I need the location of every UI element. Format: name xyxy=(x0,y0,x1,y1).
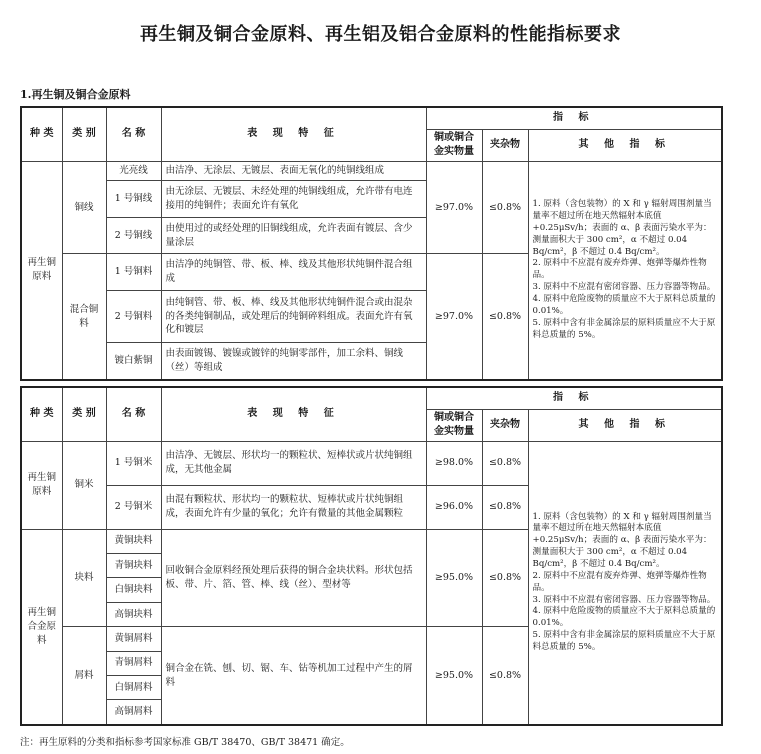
header-kind: 种 类 xyxy=(21,387,62,441)
name-cell: 青铜块料 xyxy=(106,553,161,577)
metal-content-cell: ≥95.0% xyxy=(426,529,482,627)
feature-cell: 由洁净的纯铜管、带、板、棒、线及其他形状纯铜件混合组成 xyxy=(161,254,426,290)
document-title: 再生铜及铜合金原料、再生铝及铝合金原料的性能指标要求 xyxy=(140,24,621,45)
name-cell: 镀白紫铜 xyxy=(106,343,161,380)
copper-table-1 xyxy=(20,106,723,381)
indicator-4: 4. 原料中危险废物的质量应不大于原料总质量的 0.01%。 xyxy=(532,606,716,629)
header-features: 表 现 特 征 xyxy=(161,387,426,441)
category-cell: 铜米 xyxy=(62,441,106,529)
kind-cell: 再生铜原料 xyxy=(21,441,62,529)
category-cell: 混合铜料 xyxy=(62,254,106,380)
other-indicators-cell xyxy=(528,161,722,380)
feature-cell: 由表面镀锡、镀镍或镀锌的纯铜零部件，加工余料、铜线（丝）等组成 xyxy=(161,343,426,380)
name-cell: 2 号铜料 xyxy=(106,290,161,343)
name-cell: 1 号铜线 xyxy=(106,181,161,217)
category-cell: 块料 xyxy=(62,529,106,627)
metal-content-cell: ≥97.0% xyxy=(426,161,482,254)
name-cell: 2 号铜线 xyxy=(106,217,161,253)
impurity-cell: ≤0.8% xyxy=(482,161,528,254)
header-other: 其 他 指 标 xyxy=(528,129,722,161)
header-features: 表 现 特 征 xyxy=(161,107,426,161)
section-heading: 1.再生铜及铜合金原料 xyxy=(20,88,131,101)
metal-content-cell: ≥98.0% xyxy=(426,441,482,485)
header-impurity: 夹杂物 xyxy=(482,129,528,161)
name-cell: 白铜块料 xyxy=(106,578,161,602)
header-name: 名 称 xyxy=(106,387,161,441)
name-cell: 高铜块料 xyxy=(106,602,161,626)
indicator-3: 3. 原料中不应混有密闭容器、压力容器等物品。 xyxy=(532,282,716,293)
metal-content-cell: ≥95.0% xyxy=(426,627,482,725)
name-cell: 1 号铜米 xyxy=(106,441,161,485)
name-cell: 光亮线 xyxy=(106,161,161,181)
name-cell: 高铜屑料 xyxy=(106,700,161,725)
copper-table-2 xyxy=(20,386,723,726)
feature-cell: 回收铜合金原料经预处理后获得的铜合金块状料。形状包括板、带、片、箔、管、棒、线（丝）、型材等 xyxy=(161,529,426,627)
header-category: 类 别 xyxy=(62,107,106,161)
impurity-cell: ≤0.8% xyxy=(482,441,528,485)
name-cell: 黄铜屑料 xyxy=(106,627,161,651)
indicator-5: 5. 原料中含有非金属涂层的原料质量应不大于原料总质量的 5%。 xyxy=(532,630,716,653)
header-impurity: 夹杂物 xyxy=(482,409,528,441)
impurity-cell: ≤0.8% xyxy=(482,627,528,725)
name-cell: 青铜屑料 xyxy=(106,651,161,675)
indicator-2: 2. 原料中不应混有废弃炸弹、炮弹等爆炸性物品。 xyxy=(532,258,707,281)
header-indicators: 指 标 xyxy=(426,387,722,409)
header-kind: 种 类 xyxy=(21,107,62,161)
header-metal-content: 铜或铜合金实物量 xyxy=(426,129,482,161)
header-name: 名 称 xyxy=(106,107,161,161)
kind-cell: 再生铜原料 xyxy=(21,161,62,380)
name-cell: 1 号铜料 xyxy=(106,254,161,290)
metal-content-cell: ≥97.0% xyxy=(426,254,482,380)
header-metal-content: 铜或铜合金实物量 xyxy=(426,409,482,441)
feature-cell: 由洁净、无镀层、形状均一的颗粒状、短棒状或片状纯铜组成，无其他金属 xyxy=(161,441,426,485)
header-other: 其 他 指 标 xyxy=(528,409,722,441)
impurity-cell: ≤0.8% xyxy=(482,254,528,380)
indicator-2: 2. 原料中不应混有废弃炸弹、炮弹等爆炸性物品。 xyxy=(532,570,707,593)
other-indicators-cell xyxy=(528,441,722,725)
feature-cell: 由使用过的或经处理的旧铜线组成，允许表面有镀层、含少量涂层 xyxy=(161,217,426,253)
table-row xyxy=(21,441,722,485)
impurity-cell: ≤0.8% xyxy=(482,485,528,529)
feature-cell: 由纯铜管、带、板、棒、线及其他形状纯铜件混合或由混杂的各类纯铜制品，或处理后的纯铜碎料组成。表面允许有氧化和镀层 xyxy=(161,290,426,343)
header-indicators: 指 标 xyxy=(426,107,722,129)
name-cell: 白铜屑料 xyxy=(106,675,161,699)
kind-cell: 再生铜合金原料 xyxy=(21,529,62,725)
footnote: 注：再生原料的分类和指标参考国家标准 GB/T 38470、GB/T 38471 确定。 xyxy=(20,737,350,748)
metal-content-cell: ≥96.0% xyxy=(426,485,482,529)
feature-cell: 铜合金在铣、刨、切、锯、车、钻等机加工过程中产生的屑料 xyxy=(161,627,426,725)
impurity-cell: ≤0.8% xyxy=(482,529,528,627)
header-category: 类 别 xyxy=(62,387,106,441)
feature-cell: 由无涂层、无镀层、未经处理的纯铜线组成，允许带有电连接用的纯铜件；表面允许有氧化 xyxy=(161,181,426,217)
indicator-5: 5. 原料中含有非金属涂层的原料质量应不大于原料总质量的 5%。 xyxy=(532,317,716,340)
indicator-1: 1. 原料（含包装物）的 X 和 γ 辐射周围剂量当量率不超过所在地天然辐射本底值+0.25μSv/h；表面的 α、β 表面污染水平为：测量面积大于 300 cm²，α 不超过 0.04 Bq/cm²，β 不超过 0.4 Bq/cm²。 xyxy=(532,199,712,257)
feature-cell: 由洁净、无涂层、无镀层、表面无氧化的纯铜线组成 xyxy=(161,161,426,181)
name-cell: 黄铜块料 xyxy=(106,529,161,553)
indicator-3: 3. 原料中不应混有密闭容器、压力容器等物品。 xyxy=(532,594,716,605)
feature-cell: 由混有颗粒状、形状均一的颗粒状、短棒状或片状纯铜组成，表面允许有少量的氧化；允许有微量的其他金属颗粒 xyxy=(161,485,426,529)
indicator-1: 1. 原料（含包装物）的 X 和 γ 辐射周围剂量当量率不超过所在地天然辐射本底值+0.25μSv/h；表面的 α、β 表面污染水平为：测量面积大于 300 cm²，α 不超过 0.04 Bq/cm²，β 不超过 0.4 Bq/cm²。 xyxy=(532,511,712,570)
category-cell: 铜线 xyxy=(62,161,106,254)
table-row xyxy=(21,161,722,181)
name-cell: 2 号铜米 xyxy=(106,485,161,529)
category-cell: 屑料 xyxy=(62,627,106,725)
indicator-4: 4. 原料中危险废物的质量应不大于原料总质量的 0.01%。 xyxy=(532,293,716,316)
